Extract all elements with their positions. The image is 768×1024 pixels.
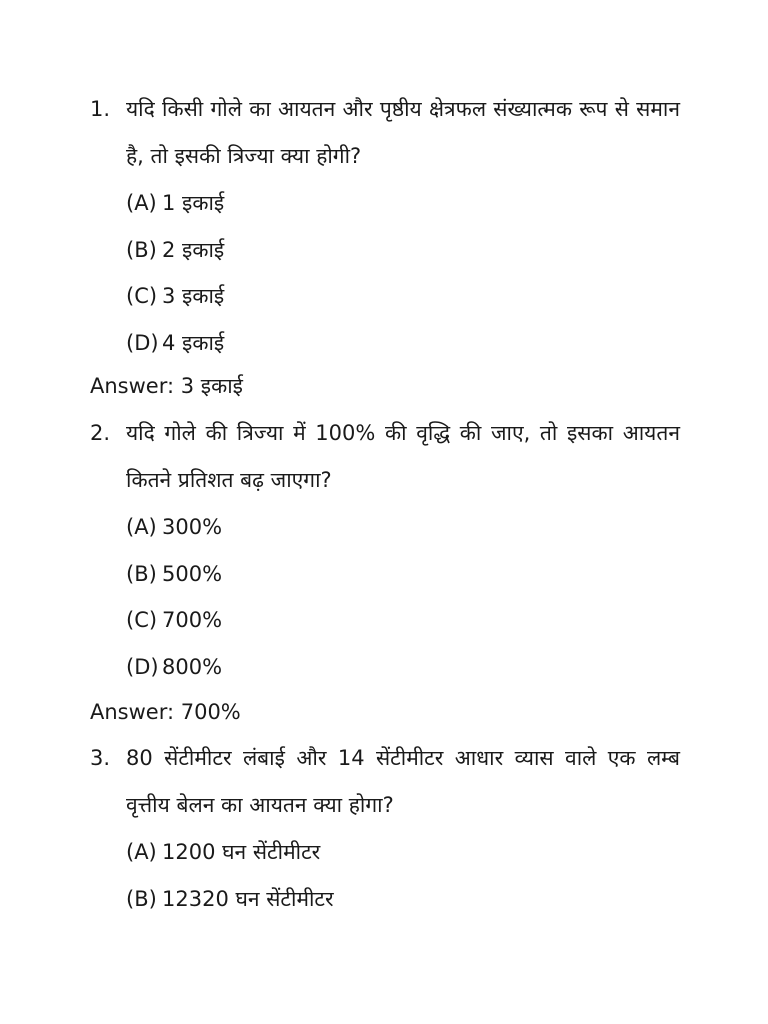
option-text: 12320 घन सेंटीमीटर — [162, 886, 334, 911]
option-d — [126, 320, 680, 367]
option-b — [126, 876, 680, 923]
question-1 — [90, 86, 680, 366]
answer-2: Answer: 700% — [90, 700, 241, 724]
option-d — [126, 644, 680, 691]
option-label: (D) — [126, 654, 159, 679]
option-label: (B) — [126, 561, 157, 586]
answer-1: Answer: 3 इकाई — [90, 374, 243, 398]
option-b — [126, 227, 680, 274]
question-3 — [90, 735, 680, 922]
option-text: 4 इकाई — [162, 330, 225, 355]
option-text: 800% — [162, 654, 223, 679]
option-b — [126, 551, 680, 598]
option-a — [126, 829, 680, 876]
question-2 — [90, 410, 680, 690]
option-list — [126, 504, 680, 690]
option-list — [126, 829, 680, 922]
option-text: 300% — [162, 515, 223, 539]
option-label: (B) — [126, 886, 157, 911]
question-text: यदि किसी गोले का आयतन और पृष्ठीय क्षेत्रफल संख्यात्मक रूप से समान है, तो इसकी त्रिज्या क्या होगी? — [126, 97, 680, 168]
option-text: 2 इकाई — [162, 237, 225, 262]
option-text: 700% — [162, 608, 223, 632]
question-number: 3. — [90, 746, 111, 770]
option-list — [126, 180, 680, 366]
option-label: (C) — [126, 284, 158, 308]
question-text: यदि गोले की त्रिज्या में 100% की वृद्धि की जाए, तो इसका आयतन कितने प्रतिशत बढ़ जाएगा? — [126, 421, 680, 492]
question-number: 1. — [90, 97, 111, 121]
option-a — [126, 504, 680, 551]
option-a — [126, 180, 680, 227]
option-label: (A) — [126, 191, 157, 215]
option-label: (C) — [126, 608, 158, 632]
option-text: 3 इकाई — [162, 284, 225, 308]
question-text: 80 सेंटीमीटर लंबाई और 14 सेंटीमीटर आधार व्यास वाले एक लम्ब वृत्तीय बेलन का आयतन क्या होगा? — [126, 746, 680, 817]
option-label: (A) — [126, 840, 157, 864]
option-c — [126, 597, 680, 644]
option-text: 1 इकाई — [162, 191, 225, 215]
option-text: 1200 घन सेंटीमीटर — [162, 840, 321, 864]
option-label: (D) — [126, 330, 159, 355]
option-label: (B) — [126, 237, 157, 262]
option-label: (A) — [126, 515, 157, 539]
question-number: 2. — [90, 421, 111, 445]
option-text: 500% — [162, 561, 223, 586]
option-c — [126, 273, 680, 320]
